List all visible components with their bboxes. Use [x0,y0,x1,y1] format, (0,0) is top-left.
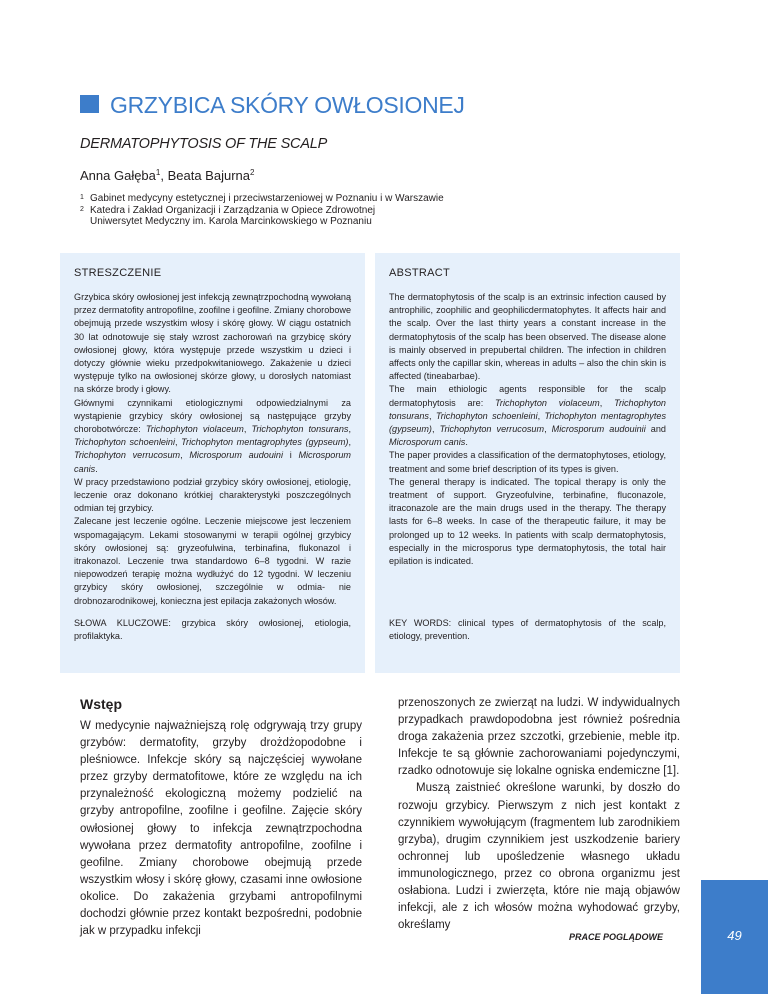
article-title: GRZYBICA SKÓRY OWŁOSIONEJ [110,92,465,118]
affiliation-number: 1 [80,194,84,201]
body-paragraph: przenoszonych ze zwierząt na ludzi. W indywidualnych przypadkach prawdopodobna jest również pośrednia droga zakażenia przez szczotki, grzebienie, meble itp. Infekcje te są głównie zachorowaniami pojedynczymi, rzadko odnotowuje się lokalne ogniska endemiczne [1]. [398,697,680,778]
section-label: PRACE POGLĄDOWE [568,932,663,942]
abstract-paragraph: The dermatophytosis of the scalp is an extrinsic infection caused by antrophilic, zoophilic and geophilicdermatophytes. It affects hair and the scalp. Over the last thirty years a constant increase in the dermatophytosis of the scalp has been observed. The disease alone is mainly observed in prepubertal children. The infection in children affects only the capillar skin, whereas in adults – also the chin skin is affected (tineabarbae). [389,292,666,382]
abstract-paragraph: Grzybica skóry owłosionej jest infekcją zewnątrzpochodną wywołaną przez dermatofity antropofilne, zoofilne i geofilne. Zmiany chorobowe obejmują przede wszystkim włosy i skórę głowy. W ciągu ostatnich 30 lat odnotowuje się stały wzrost zachorowań na grzybicę skóry owłosionej głowy, która występuje przede wszystkim u dzieci i dotyczy głównie wieku przedpokwitaniowego. Zakażenie u dzieci występuje tylko na owłosionej skórze głowy, u dorosłych natomiast na skórze brody i głowy. [74,292,351,395]
species-name: Trichophyton mentagrophytes (gypseum) [389,410,666,435]
streszczenie-keywords: SŁOWA KLUCZOWE: grzybica skóry owłosionej, etiologia, profilaktyka. [74,618,351,642]
species-name: Microsporum audouini [189,450,283,461]
streszczenie-box [60,253,365,673]
author-name: Anna Gałęba [80,168,156,183]
author-affiliation-mark: 1 [155,168,161,177]
article-subtitle: DERMATOPHYTOSIS OF THE SCALP [80,136,328,152]
affiliation-text: Uniwersytet Medyczny im. Karola Marcinkowskiego w Poznaniu [90,216,372,227]
species-name: Trichophyton schoenleini [74,437,176,448]
species-name: Microsporum audouinii [551,424,646,435]
body-paragraph: Muszą zaistnieć określone warunki, by doszło do rozwoju grzybicy. Pierwszym z nich jest kontakt z czynnikiem wywołującym (fragmentem lub zarodnikiem grzyba), drugim czynnikiem jest uszkodzenie bariery ochronnej lub upośledzenie własnego układu immunologicznego, przez co obrona organizmu jest osłabiona. Ludzi i zwierzęta, które nie mają objawów infekcji, ale z ich włosów można wyhodować grzyby, określamy [398,782,680,932]
page-number-tab [701,880,768,994]
abstract-heading: ABSTRACT [389,267,451,279]
species-name: Microsporum canis [389,437,466,448]
abstract-paragraph: The paper provides a classification of the dermatophytoses, etiology, treatment and some brief description of its types is given. [389,450,666,474]
body-column-left [80,718,362,940]
abstract-paragraph: W pracy przedstawiono podział grzybicy skóry owłosionej, etiologię, leczenie oraz dokonano krótkiej charakterystyki poszczególnych odmian tej grzybicy. [74,476,351,514]
abstract-box [375,253,680,673]
author-name: Beata Bajurna [167,168,250,183]
affiliation-text: Katedra i Zakład Organizacji i Zarządzania w Opiece Zdrowotnej [90,205,376,216]
body-paragraph: W medycynie najważniejszą rolę odgrywają trzy grupy grzybów: dermatofity, grzyby drożdżopodobne i pleśniowce. Infekcje skóry są najczęściej wywołane przez grzyby dermatofitowe, które ze względu na ich przynależność ekologiczną możemy podzielić na grzyby antropofilne, zoofilne i geofilne. Zajęcie skóry owłosionej głowy to infekcja zewnątrzpochodna wywołana przez dermatofity antropofilne, zoofilne i geofilne. Zmiany chorobowe obejmują przede wszystkim włosy i skórę głowy, czasami inne owłosione okolice. Do zakażenia grzybami antropofilnymi dochodzi głównie przez kontakt bezpośredni, podobnie jak w przypadku infekcji [80,720,362,938]
author-line [80,168,254,183]
affiliation-number: 2 [80,206,84,213]
abstract-paragraph: Głównymi czynnikami etiologicznymi odpowiedzialnymi za wystąpienie grzybicy skóry owłosionej są następujące grzyby chorobotwórcze: Trichophyton violaceum, Trichophyton tonsurans, Trichophyton schoenleini, Trichophyton mentagrophytes (gypseum), Trichophyton verrucosum, Microsporum audouini i Microsporum canis. [74,397,351,474]
species-name: Trichophyton verrucosum [74,450,181,461]
abstract-paragraph: Zalecane jest leczenie ogólne. Leczenie miejscowe jest leczeniem wspomagającym. Lekami stosowanymi w terapii ogólnej grzybicy skóry owłosionej są: gryzeofulwina, terbinafina, flukonazol i itrakonazol. Leczenie trwa standardowo 6–8 tygodni. W razie niepowodzeń terapię można wydłużyć do 12 tygodni. W leczeniu grzybicy skóry owłosionej, szczególnie w odmia- nie drobnozarodnikowej, konieczna jest epilacja zakażonych włosów. [74,516,351,606]
page-number: 49 [727,928,742,943]
species-name: Trichophyton violaceum [145,424,244,435]
author-separator: , [160,168,168,183]
body-column-right [398,695,680,934]
species-name: Trichophyton schoenleini [435,410,538,421]
streszczenie-heading: STRESZCZENIE [74,267,162,279]
species-name: Microsporum canis [74,450,351,474]
section-heading: Wstęp [80,696,122,712]
title-accent-square [80,95,99,113]
abstract-paragraph: The general therapy is indicated. The topical therapy is only the treatment of support. Gryzeofulvine, terbinafine, fluconazole, itraconazole are the main drugs used in the therapy. The therapy lasts for 6–8 weeks. In case of the therapeutic failure, it may be prolonged up to 12 weeks. In patients with scalp dermatophytosis, especially in the microsporus type dermatophytosis, the total hair epilation is indicated. [389,476,666,567]
species-name: Trichophyton tonsurans [389,397,666,421]
streszczenie-text [74,291,351,608]
affiliation-text: Gabinet medycyny estetycznej i przeciwstarzeniowej w Poznaniu i w Warszawie [90,193,444,204]
abstract-paragraph: The main ethiologic agents responsible for the scalp dermatophytosis are: Trichophyton violaceum, Trichophyton tonsurans, Trichophyton schoenleini, Trichophyton mentagrophytes (gypseum), Trichophyton verrucosum, Microsporum audouinii and Microsporum canis. [389,384,666,448]
affiliation-line [80,216,372,228]
author-affiliation-mark: 2 [250,168,255,177]
species-name: Trichophyton tonsurans [251,424,349,435]
species-name: Trichophyton mentagrophytes (gypseum) [181,437,349,448]
abstract-keywords: KEY WORDS: clinical types of dermatophytosis of the scalp, etiology, prevention. [389,618,666,642]
species-name: Trichophyton verrucosum [439,424,545,435]
species-name: Trichophyton violaceum [495,397,600,408]
abstract-text [389,291,666,568]
